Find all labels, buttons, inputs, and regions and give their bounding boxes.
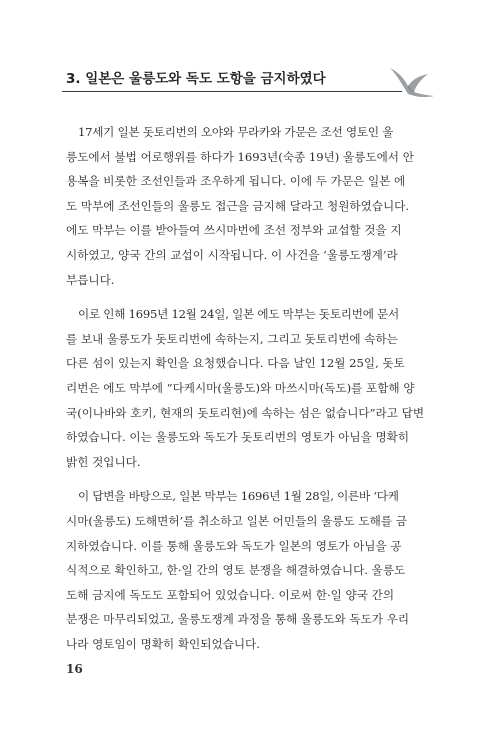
- article-body: [66, 120, 436, 666]
- text-line: 시마(울릉도) 도해면허’를 취소하고 일본 어민들의 울릉도 도해를 금: [66, 513, 407, 528]
- text-line: 밝힌 것입니다.: [66, 454, 141, 469]
- paragraph-3: [66, 484, 436, 656]
- text-line: 리번은 에도 막부에 “다케시마(울릉도)와 마쓰시마(독도)를 포함해 양: [66, 380, 415, 395]
- text-line: 도 막부에 조선인들의 울릉도 접근을 금지해 달라고 청원하였습니다.: [66, 198, 410, 213]
- text-line: 나라 영토임이 명확히 확인되었습니다.: [66, 636, 260, 651]
- text-line: 17세기 일본 돗토리번의 오야와 무라카와 가문은 조선 영토인 울: [78, 125, 394, 139]
- text-line: 하였습니다. 이는 울릉도와 독도가 돗토리번의 영토가 아님을 명확히: [66, 430, 410, 445]
- text-line: 국(이나바와 호키, 현재의 돗토리현)에 속하는 섬은 없습니다”라고 답변: [66, 405, 425, 420]
- text-line: 다른 섬이 있는지 확인을 요청했습니다. 다음 날인 12월 25일, 돗토: [66, 356, 405, 371]
- page-number: 16: [66, 662, 83, 676]
- text-line: 부릅니다.: [66, 272, 115, 287]
- text-line: 이 답변을 바탕으로, 일본 막부는 1696년 1월 28일, 이른바 ‘다케: [78, 489, 399, 504]
- text-line: 를 보내 울릉도가 돗토리번에 속하는지, 그리고 돗토리번에 속하는: [66, 331, 398, 346]
- text-line: 에도 막부는 이를 받아들여 쓰시마번에 조선 정부와 교섭할 것을 지: [66, 223, 402, 238]
- header-rule: [62, 91, 402, 92]
- text-line: 시하였고, 양국 간의 교섭이 시작됩니다. 이 사건을 ‘울릉도쟁계’라: [66, 247, 398, 262]
- text-line: 도해 금지에 독도도 포함되어 있었습니다. 이로써 한·일 양국 간의: [66, 587, 395, 602]
- chapter-header: [62, 56, 432, 90]
- text-line: 분쟁은 마무리되었고, 울릉도쟁계 과정을 통해 울릉도와 독도가 우리: [66, 612, 410, 627]
- text-line: 이로 인해 1695년 12월 24일, 일본 에도 막부는 돗토리번에 문서: [78, 307, 399, 322]
- section-title: 3. 일본은 울릉도와 독도 도항을 금지하였다: [66, 71, 326, 87]
- text-line: 릉도에서 불법 어로행위를 하다가 1693년(숙종 19년) 울릉도에서 안: [66, 149, 414, 164]
- seagull-icon: [388, 62, 436, 102]
- text-line: 식적으로 확인하고, 한·일 간의 영토 분쟁을 해결하였습니다. 울릉도: [66, 563, 406, 578]
- paragraph-1: [66, 120, 436, 292]
- text-line: 지하였습니다. 이를 통해 울릉도와 독도가 일본의 영토가 아님을 공: [66, 538, 402, 553]
- text-line: 용복을 비롯한 조선인들과 조우하게 됩니다. 이에 두 가문은 일본 에: [66, 174, 406, 189]
- paragraph-2: [66, 302, 436, 474]
